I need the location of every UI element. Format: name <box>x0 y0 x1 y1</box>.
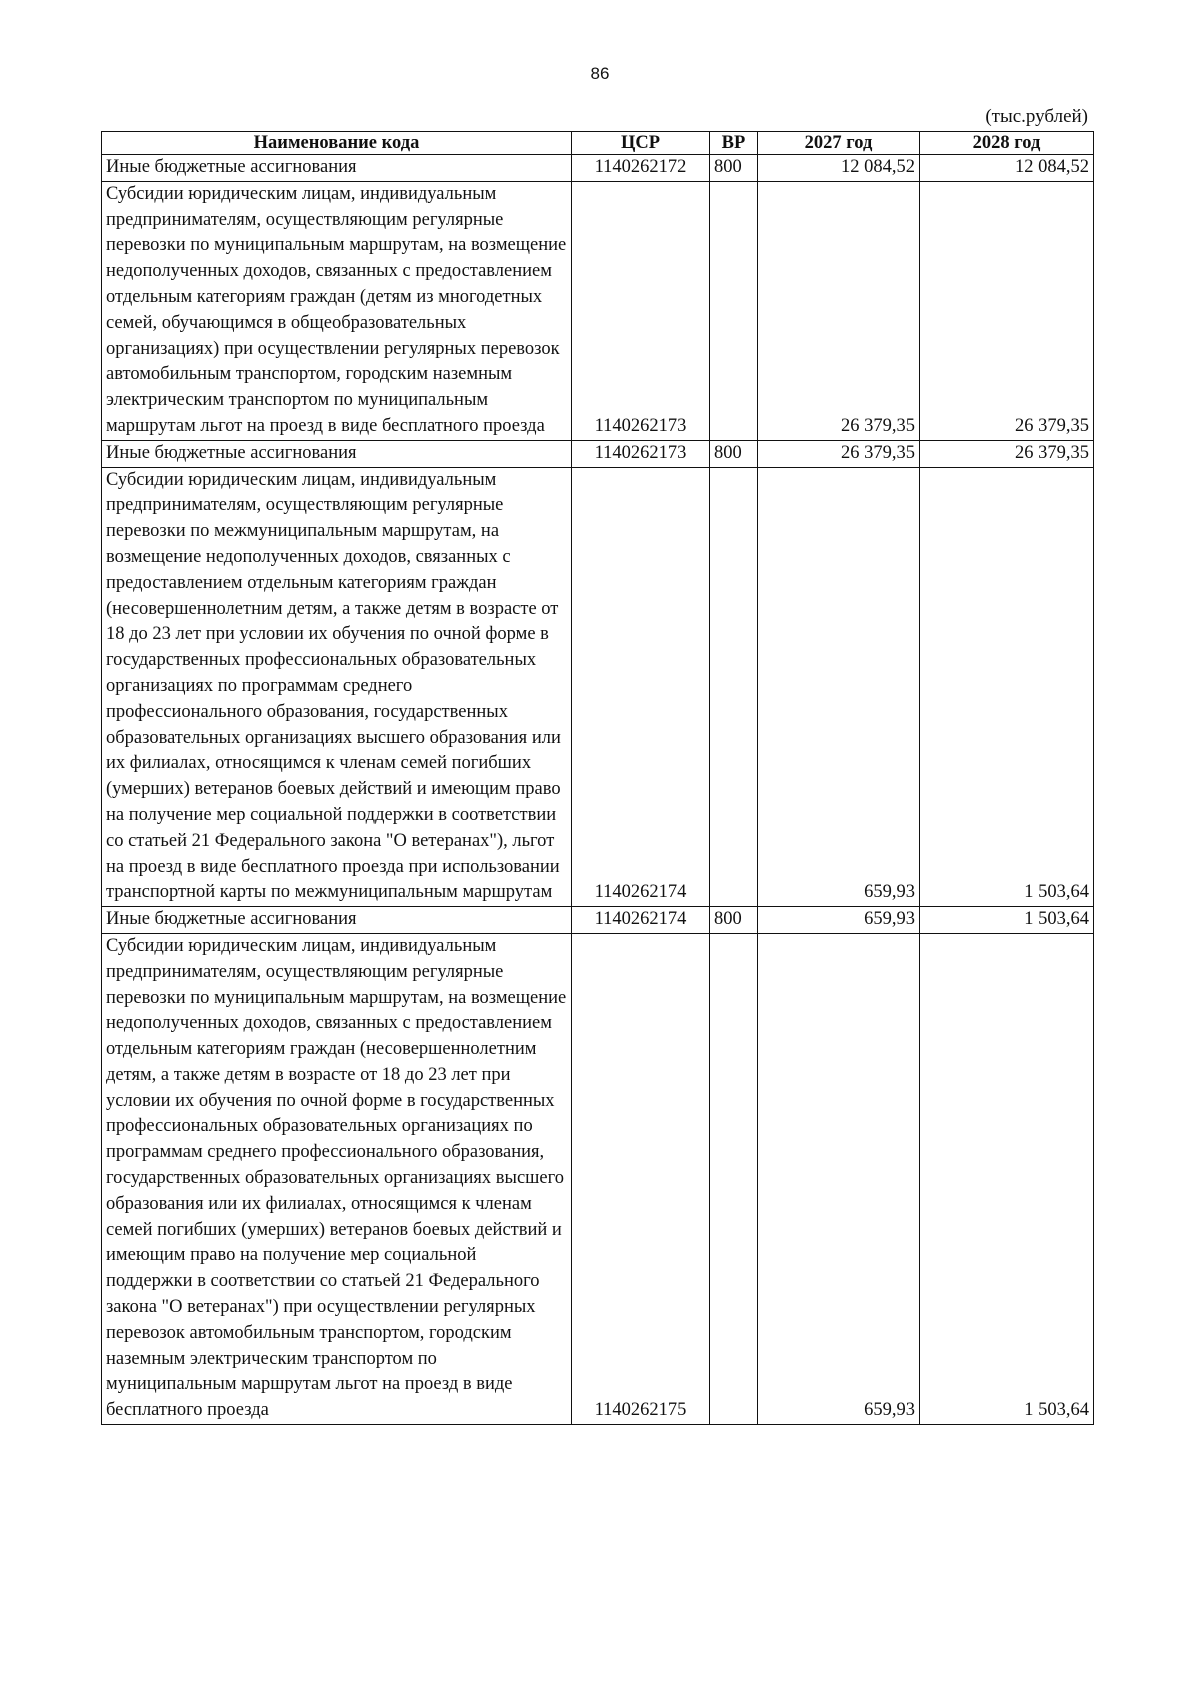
table-row <box>102 467 1094 907</box>
row-2028: 26 379,35 <box>920 181 1094 440</box>
row-2028: 1 503,64 <box>920 933 1094 1424</box>
row-2027: 659,93 <box>758 933 920 1424</box>
header-csr: ЦСР <box>572 132 710 155</box>
row-vr: 800 <box>710 440 758 467</box>
row-vr <box>710 181 758 440</box>
row-csr: 1140262173 <box>572 181 710 440</box>
row-vr: 800 <box>710 155 758 182</box>
header-2027: 2027 год <box>758 132 920 155</box>
row-2028: 1 503,64 <box>920 907 1094 934</box>
row-name: Субсидии юридическим лицам, индивидуальным предпринимателям, осуществляющим регулярные перевозки по межмуниципальным маршрутам, на возмещение недополученных доходов, связанных с предоставлением отдельным категориям граждан (несовершеннолетним детям, а также детям в возрасте от 18 до 23 лет при условии их обучения по очной форме в государственных профессиональных образовательных организациях по программам среднего профессионального образования, государственных образовательных организациях высшего образования или их филиалах, относящимся к членам семей погибших (умерших) ветеранов боевых действий и имеющим право на получение мер социальной поддержки в соответствии со статьей 21 Федерального закона "О ветеранах"), льгот на проезд в виде бесплатного проезда при использовании транспортной карты по межмуниципальным маршрутам <box>102 467 572 907</box>
table-row <box>102 440 1094 467</box>
row-csr: 1140262175 <box>572 933 710 1424</box>
budget-table <box>101 131 1094 1425</box>
table-row <box>102 181 1094 440</box>
table-header-row <box>102 132 1094 155</box>
table-row <box>102 155 1094 182</box>
row-2028: 26 379,35 <box>920 440 1094 467</box>
row-csr: 1140262174 <box>572 467 710 907</box>
header-vr: ВР <box>710 132 758 155</box>
row-2027: 659,93 <box>758 467 920 907</box>
row-name: Иные бюджетные ассигнования <box>102 440 572 467</box>
row-name: Субсидии юридическим лицам, индивидуальным предпринимателям, осуществляющим регулярные перевозки по муниципальным маршрутам, на возмещение недополученных доходов, связанных с предоставлением отдельным категориям граждан (детям из многодетных семей, обучающимся в общеобразовательных организациях) при осуществлении регулярных перевозок автомобильным транспортом, городским наземным электрическим транспортом по муниципальным маршрутам льгот на проезд в виде бесплатного проезда <box>102 181 572 440</box>
row-vr <box>710 933 758 1424</box>
page-number: 86 <box>590 64 610 83</box>
row-2027: 659,93 <box>758 907 920 934</box>
row-2027: 26 379,35 <box>758 440 920 467</box>
row-vr <box>710 467 758 907</box>
table-row <box>102 907 1094 934</box>
row-csr: 1140262174 <box>572 907 710 934</box>
row-2028: 1 503,64 <box>920 467 1094 907</box>
header-name: Наименование кода <box>102 132 572 155</box>
header-2028: 2028 год <box>920 132 1094 155</box>
row-csr: 1140262172 <box>572 155 710 182</box>
row-2027: 12 084,52 <box>758 155 920 182</box>
row-name: Иные бюджетные ассигнования <box>102 907 572 934</box>
row-2027: 26 379,35 <box>758 181 920 440</box>
row-name: Иные бюджетные ассигнования <box>102 155 572 182</box>
row-vr: 800 <box>710 907 758 934</box>
table-row <box>102 933 1094 1424</box>
row-2028: 12 084,52 <box>920 155 1094 182</box>
row-csr: 1140262173 <box>572 440 710 467</box>
row-name: Субсидии юридическим лицам, индивидуальным предпринимателям, осуществляющим регулярные перевозки по муниципальным маршрутам, на возмещение недополученных доходов, связанных с предоставлением отдельным категориям граждан (несовершеннолетним детям, а также детям в возрасте от 18 до 23 лет при условии их обучения по очной форме в государственных профессиональных образовательных организациях по программам среднего профессионального образования, государственных образовательных организациях высшего образования или их филиалах, относящимся к членам семей погибших (умерших) ветеранов боевых действий и имеющим право на получение мер социальной поддержки в соответствии со статьей 21 Федерального закона "О ветеранах") при осуществлении регулярных перевозок автомобильным транспортом, городским наземным электрическим транспортом по муниципальным маршрутам льгот на проезд в виде бесплатного проезда <box>102 933 572 1424</box>
units-label: (тыс.рублей) <box>985 106 1088 127</box>
